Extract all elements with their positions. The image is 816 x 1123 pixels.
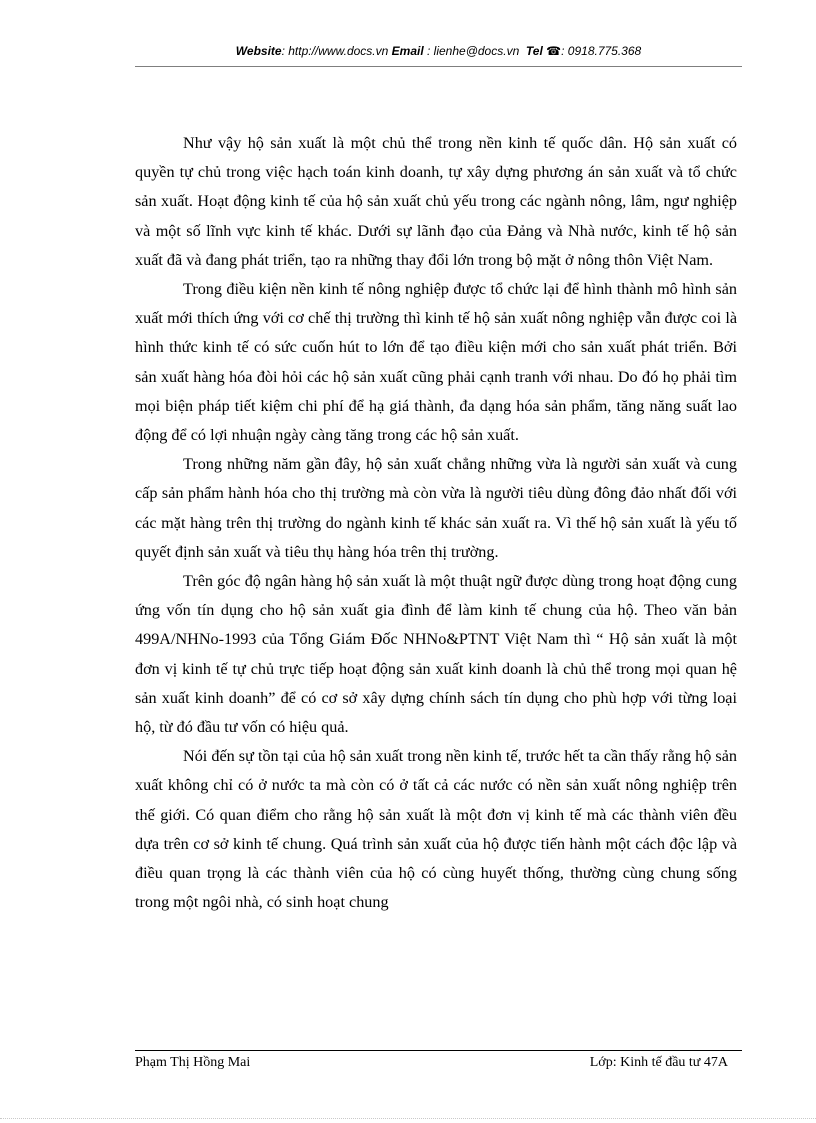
paragraph: Trong điều kiện nền kinh tế nông nghiệp được tổ chức lại để hình thành mô hình sản xuất mới thích ứng với cơ chế thị trường thì kinh tế hộ sản xuất nông nghiệp vẫn được coi là hình thức kinh tế có sức cuốn hút to lớn để tạo điều kiện mới cho sản xuất phát triển. Bởi sản xuất hàng hóa đòi hỏi các hộ sản xuất cũng phải cạnh tranh với nhau. Do đó họ phải tìm mọi biện pháp tiết kiệm chi phí để hạ giá thành, đa dạng hóa sản phẩm, tăng năng suất lao động để có lợi nhuận ngày càng tăng trong các hộ sản xuất. <box>135 280 737 445</box>
website-label: Website <box>235 44 282 58</box>
page-header <box>135 44 742 67</box>
footer-author: Phạm Thị Hồng Mai <box>135 1055 251 1070</box>
page-break-divider <box>0 1118 816 1119</box>
page-footer <box>135 1050 742 1071</box>
paragraph: Trong những năm gần đây, hộ sản xuất chẳng những vừa là người sản xuất và cung cấp sản phẩm hành hóa cho thị trường mà còn vừa là người tiêu dùng đông đảo nhất đối với các mặt hàng trên thị trường do ngành kinh tế khác sản xuất ra. Vì thế hộ sản xuất là yếu tố quyết định sản xuất và tiêu thụ hàng hóa trên thị trường. <box>135 455 737 561</box>
tel-label: Tel <box>525 44 543 58</box>
tel-value: : 0918.775.368 <box>561 44 642 58</box>
paragraph: Trên góc độ ngân hàng hộ sản xuất là một thuật ngữ được dùng trong hoạt động cung ứng vốn tín dụng cho hộ sản xuất gia đình để làm kinh tế chung của hộ. Theo văn bản 499A/NHNo-1993 của Tổng Giám Đốc NHNo&PTNT Việt Nam thì “ Hộ sản xuất là một đơn vị kinh tế tự chủ trực tiếp hoạt động sản xuất kinh doanh là chủ thể trong mọi quan hệ sản xuất kinh doanh” để có cơ sở xây dựng chính sách tín dụng cho phù hợp với từng loại hộ, từ đó đầu tư vốn có hiệu quả. <box>135 572 737 737</box>
document-body <box>135 129 737 917</box>
paragraph: Như vậy hộ sản xuất là một chủ thể trong nền kinh tế quốc dân. Hộ sản xuất có quyền tự chủ trong việc hạch toán kinh doanh, tự xây dựng phương án sản xuất và tổ chức sản xuất. Hoạt động kinh tế của hộ sản xuất chủ yếu trong các ngành nông, lâm, ngư nghiệp và một số lĩnh vực kinh tế khác. Dưới sự lãnh đạo của Đảng và Nhà nước, kinh tế hộ sản xuất đã và đang phát triển, tạo ra những thay đổi lớn trong bộ mặt ở nông thôn Việt Nam. <box>135 134 737 269</box>
footer-class: Lớp: Kinh tế đầu tư 47A <box>589 1055 728 1070</box>
website-separator: : <box>281 44 289 58</box>
website-link[interactable]: http://www.docs.vn <box>288 44 389 58</box>
email-link[interactable]: lienhe@docs.vn <box>433 44 520 58</box>
email-separator: : <box>423 44 434 58</box>
phone-icon: ☎ <box>546 44 562 58</box>
email-label: Email <box>391 44 424 58</box>
paragraph: Nói đến sự tồn tại của hộ sản xuất trong nền kinh tế, trước hết ta cần thấy rằng hộ sản xuất không chỉ có ở nước ta mà còn có ở tất cả các nước có nền sản xuất nông nghiệp trên thế giới. Có quan điểm cho rằng hộ sản xuất là một đơn vị kinh tế mà các thành viên đều dựa trên cơ sở kinh tế chung. Quá trình sản xuất của hộ được tiến hành một cách độc lập và điều quan trọng là các thành viên của hộ có cùng huyết thống, thường cùng chung sống trong một ngôi nhà, có sinh hoạt chung <box>135 747 737 912</box>
